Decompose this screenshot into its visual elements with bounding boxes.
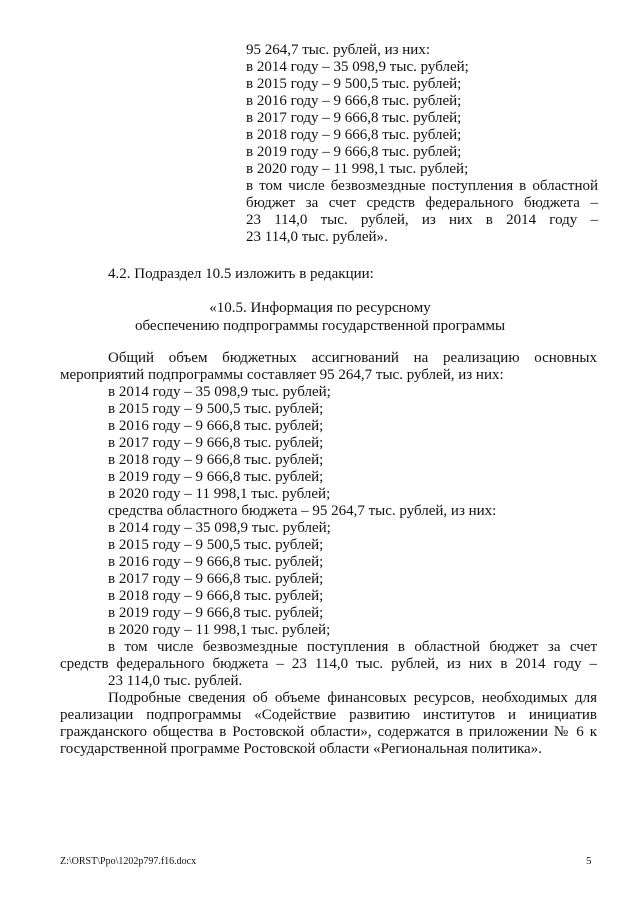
text-line: в 2020 году – 11 998,1 тыс. рублей; (246, 161, 469, 177)
text-line: в 2016 году – 9 666,8 тыс. рублей; (246, 93, 462, 109)
text-line: 23 114,0 тыс. рублей, из них в 2014 году – (246, 212, 598, 228)
year-item: в 2017 году – 9 666,8 тыс. рублей; (108, 435, 324, 451)
paragraph-line: средства областного бюджета – 95 264,7 тыс. рублей, из них: (108, 503, 497, 519)
text-line: в 2018 году – 9 666,8 тыс. рублей; (246, 127, 462, 143)
year-item: в 2015 году – 9 500,5 тыс. рублей; (108, 401, 324, 417)
text-line: 23 114,0 тыс. рублей». (246, 229, 388, 245)
paragraph-line: средств федерального бюджета – 23 114,0 тыс. рублей, из них в 2014 году – (60, 656, 597, 672)
paragraph-line: 23 114,0 тыс. рублей. (108, 673, 243, 689)
year-item: в 2014 году – 35 098,9 тыс. рублей; (108, 520, 331, 536)
text-line: в 2015 году – 9 500,5 тыс. рублей; (246, 76, 462, 92)
footer-file-path: Z:\ORST\Ppo\1202p797.f16.docx (60, 856, 197, 867)
year-item: в 2014 году – 35 098,9 тыс. рублей; (108, 384, 331, 400)
year-item: в 2016 году – 9 666,8 тыс. рублей; (108, 554, 324, 570)
year-item: в 2018 году – 9 666,8 тыс. рублей; (108, 588, 324, 604)
year-item: в 2020 году – 11 998,1 тыс. рублей; (108, 486, 331, 502)
paragraph-line: Подробные сведения об объеме финансовых ресурсов, необходимых для (108, 690, 597, 706)
title-line: «10.5. Информация по ресурсному (209, 300, 431, 316)
text-line: бюджет за счет средств федерального бюджета – (246, 195, 598, 211)
section-title (60, 299, 580, 335)
paragraph-line: мероприятий подпрограммы составляет 95 264,7 тыс. рублей, из них: (60, 367, 504, 383)
year-item: в 2018 году – 9 666,8 тыс. рублей; (108, 452, 324, 468)
paragraph-line: Общий объем бюджетных ассигнований на реализацию основных (108, 350, 597, 366)
year-item: в 2019 году – 9 666,8 тыс. рублей; (108, 469, 324, 485)
text-line: в 2019 году – 9 666,8 тыс. рублей; (246, 144, 462, 160)
text-line: в том числе безвозмездные поступления в областной (246, 178, 598, 194)
section-heading: 4.2. Подраздел 10.5 изложить в редакции: (108, 266, 374, 282)
continuation-block (246, 42, 598, 246)
title-line: обеспечению подпрограммы государственной программы (134, 318, 506, 334)
year-item: в 2016 году – 9 666,8 тыс. рублей; (108, 418, 324, 434)
year-item: в 2015 году – 9 500,5 тыс. рублей; (108, 537, 324, 553)
year-item: в 2017 году – 9 666,8 тыс. рублей; (108, 571, 324, 587)
text-line: 95 264,7 тыс. рублей, из них: (246, 42, 430, 58)
paragraph-line: гражданского общества в Ростовской области», содержатся в приложении № 6 к (60, 724, 597, 740)
text-line: в 2014 году – 35 098,9 тыс. рублей; (246, 59, 469, 75)
page-number: 5 (586, 855, 592, 867)
body-text (60, 350, 597, 758)
paragraph-line: реализации подпрограммы «Содействие развитию институтов и инициатив (60, 707, 597, 723)
paragraph-line: в том числе безвозмездные поступления в областной бюджет за счет (108, 639, 597, 655)
year-item: в 2020 году – 11 998,1 тыс. рублей; (108, 622, 331, 638)
year-item: в 2019 году – 9 666,8 тыс. рублей; (108, 605, 324, 621)
paragraph-line: государственной программе Ростовской области «Региональная политика». (60, 741, 542, 757)
text-line: в 2017 году – 9 666,8 тыс. рублей; (246, 110, 462, 126)
